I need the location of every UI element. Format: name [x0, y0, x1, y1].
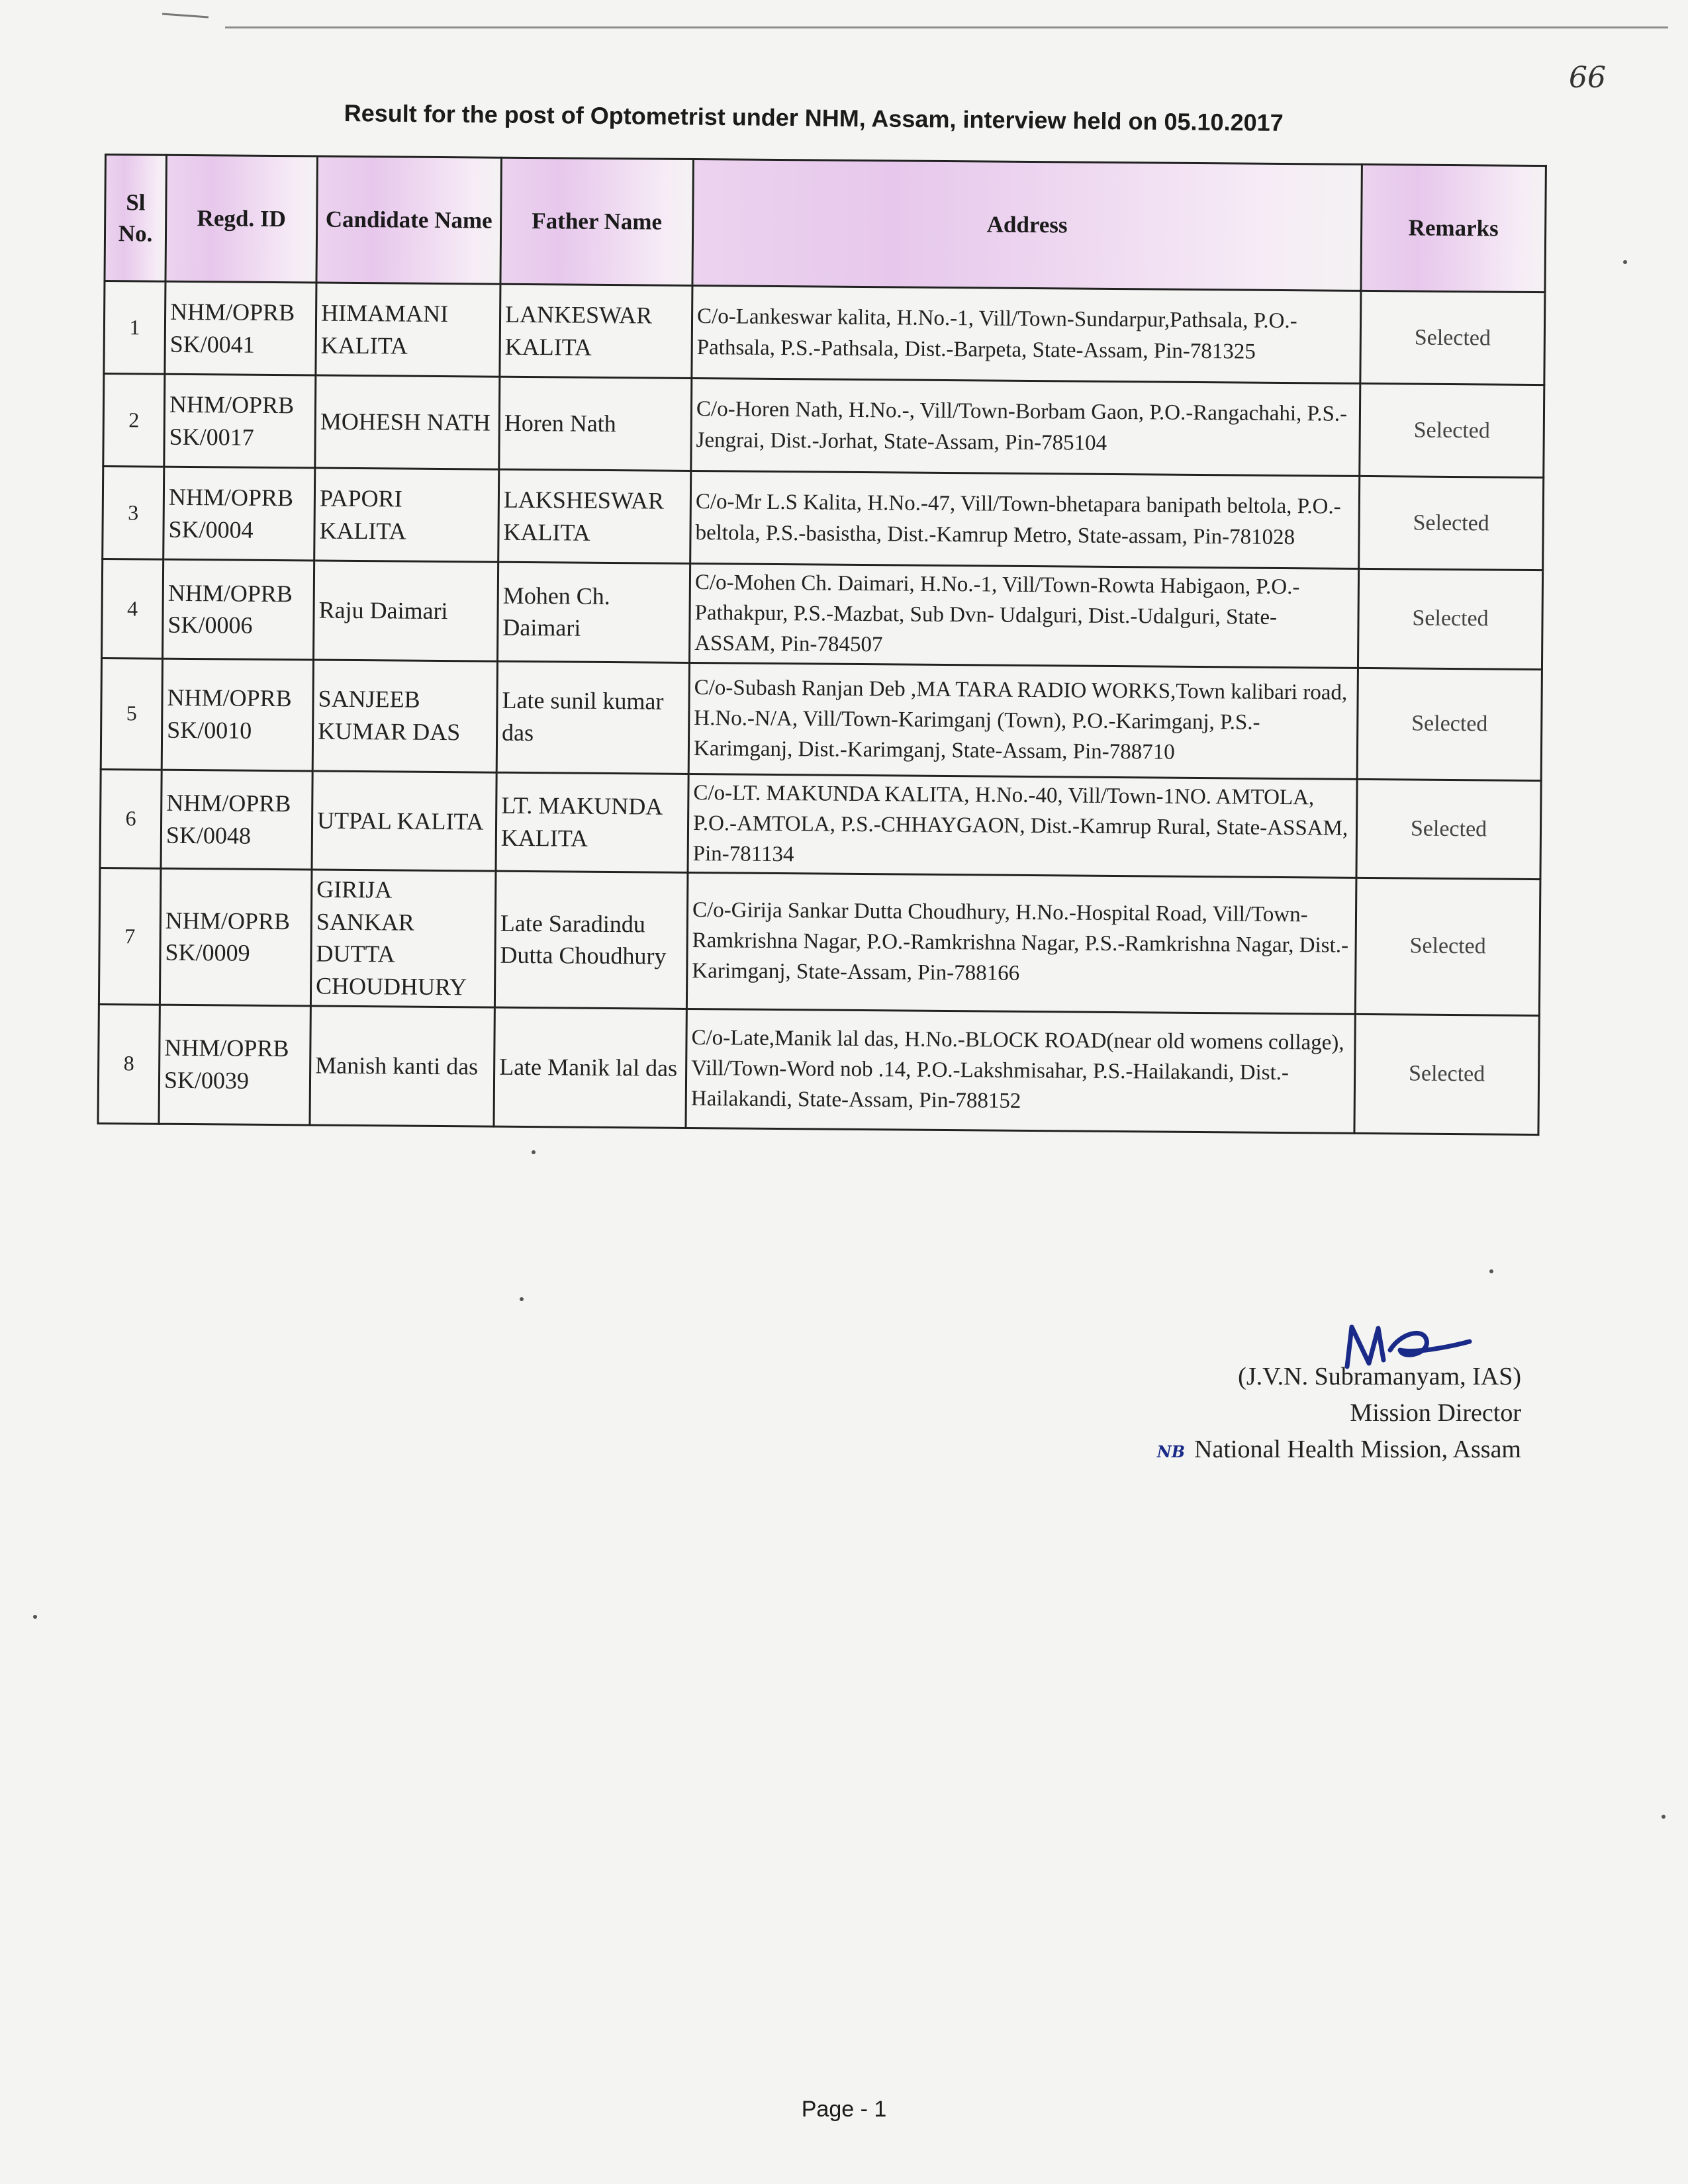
scan-speck [1489, 1269, 1493, 1273]
cell-address: C/o-Late,Manik lal das, H.No.-BLOCK ROAD(near old womens collage), Vill/Town-Word nob .14, P.O.-Lakshmisahar, P.S.-Hailakandi, Dist.-Hailakandi, State-Assam, Pin-788152 [686, 1009, 1355, 1133]
cell-regd-id: NHM/OPRB SK/0004 [164, 467, 315, 561]
signatory-organization-line [1157, 1435, 1521, 1464]
scan-speck [33, 1615, 37, 1619]
cell-regd-id: NHM/OPRB SK/0041 [165, 281, 316, 375]
cell-candidate-name: GIRIJA SANKAR DUTTA CHOUDHURY [310, 870, 496, 1007]
scan-speck [1623, 260, 1627, 264]
cell-father-name: Late sunil kumar das [496, 661, 689, 774]
cell-remarks: Selected [1360, 383, 1544, 477]
cell-father-name: LT. MAKUNDA KALITA [496, 772, 688, 873]
cell-father-name: Late Manik lal das [494, 1007, 686, 1128]
cell-address: C/o-Lankeswar kalita, H.No.-1, Vill/Town-Sundarpur,Pathsala, P.O.-Pathsala, P.S.-Pathsala, Dist.-Barpeta, State-Assam, Pin-781325 [692, 285, 1361, 383]
results-table-wrapper [97, 154, 1544, 1136]
signatory-organization: National Health Mission, Assam [1194, 1435, 1521, 1463]
cell-remarks: Selected [1360, 291, 1545, 385]
header-remarks: Remarks [1361, 164, 1546, 292]
cell-sl-no: 2 [103, 374, 165, 467]
cell-father-name: Late Saradindu Dutta Choudhury [494, 871, 688, 1009]
cell-sl-no: 6 [100, 769, 162, 868]
cell-address: C/o-LT. MAKUNDA KALITA, H.No.-40, Vill/Town-1NO. AMTOLA, P.O.-AMTOLA, P.S.-CHHAYGAON, Dist.-Kamrup Rural, State-ASSAM, Pin-781134 [688, 774, 1357, 878]
handwritten-page-number: 66 [1569, 61, 1606, 95]
document-title: Result for the post of Optometrist under NHM, Assam, interview held on 05.10.2017 [344, 99, 1284, 136]
cell-regd-id: NHM/OPRB SK/0039 [159, 1005, 310, 1125]
cell-regd-id: NHM/OPRB SK/0006 [163, 559, 314, 659]
signatory-name: (J.V.N. Subramanyam, IAS) [1238, 1363, 1521, 1390]
scan-speck [520, 1297, 524, 1301]
cell-remarks: Selected [1355, 878, 1540, 1016]
cell-father-name: Horen Nath [499, 377, 692, 471]
cell-father-name: LANKESWAR KALITA [500, 284, 692, 378]
table-header-row [105, 155, 1546, 293]
cell-remarks: Selected [1358, 569, 1542, 669]
cell-candidate-name: SANJEEB KUMAR DAS [312, 660, 497, 772]
cell-sl-no: 3 [103, 466, 164, 559]
cell-remarks: Selected [1359, 476, 1544, 570]
table-row [101, 658, 1542, 780]
cell-address: C/o-Horen Nath, H.No.-, Vill/Town-Borbam Gaon, P.O.-Rangachahi, P.S.-Jengrai, Dist.-Jorhat, State-Assam, Pin-785104 [691, 378, 1360, 476]
table-row [104, 281, 1545, 385]
signatory-designation: Mission Director [1350, 1399, 1521, 1427]
cell-candidate-name: UTPAL KALITA [312, 771, 496, 872]
table-row [98, 1004, 1539, 1134]
scan-top-rule [225, 26, 1668, 28]
cell-remarks: Selected [1356, 779, 1541, 880]
cell-regd-id: NHM/OPRB SK/0017 [164, 374, 316, 468]
cell-sl-no: 1 [104, 281, 165, 375]
cell-candidate-name: PAPORI KALITA [314, 468, 499, 562]
cell-sl-no: 5 [101, 658, 162, 770]
cell-sl-no: 4 [102, 559, 164, 658]
cell-address: C/o-Mohen Ch. Daimari, H.No.-1, Vill/Town-Rowta Habigaon, P.O.-Pathakpur, P.S.-Mazbat, Sub Dvn- Udalguri, Dist.-Udalguri, State-ASSAM, Pin-784507 [689, 563, 1358, 667]
cell-candidate-name: Manish kanti das [310, 1005, 494, 1126]
cell-sl-no: 8 [98, 1004, 160, 1124]
cell-father-name: LAKSHESWAR KALITA [498, 469, 691, 563]
cell-address: C/o-Girija Sankar Dutta Choudhury, H.No.-Hospital Road, Vill/Town-Ramkrishna Nagar, P.O.-Ramkrishna Nagar, P.S.-Ramkrishna Nagar, Dist.-Karimganj, State-Assam, Pin-788166 [686, 873, 1356, 1014]
cell-remarks: Selected [1357, 668, 1542, 780]
header-candidate-name: Candidate Name [316, 156, 501, 284]
cell-regd-id: NHM/OPRB SK/0048 [161, 770, 312, 870]
header-regd-id: Regd. ID [165, 155, 317, 283]
cell-regd-id: NHM/OPRB SK/0009 [160, 868, 312, 1005]
cell-candidate-name: Raju Daimari [314, 561, 498, 661]
header-sl-no: Sl No. [105, 155, 166, 282]
header-address: Address [692, 159, 1362, 291]
cell-address: C/o-Mr L.S Kalita, H.No.-47, Vill/Town-bhetapara banipath beltola, P.O.-beltola, P.S.-basistha, Dist.-Kamrup Metro, State-assam, Pin-781028 [690, 471, 1360, 569]
scan-speck [1662, 1815, 1665, 1819]
table-row [102, 559, 1543, 669]
table-row [103, 374, 1544, 478]
cell-regd-id: NHM/OPRB SK/0010 [162, 659, 313, 771]
table-row [99, 868, 1540, 1015]
cell-candidate-name: HIMAMANI KALITA [316, 283, 500, 377]
scan-edge-mark [162, 13, 209, 19]
results-table [97, 154, 1546, 1136]
cell-address: C/o-Subash Ranjan Deb ,MA TARA RADIO WORKS,Town kalibari road, H.No.-N/A, Vill/Town-Karimganj (Town), P.O.-Karimganj, P.S.-Karimganj, Dist.-Karimganj, State-Assam, Pin-788710 [688, 662, 1358, 779]
handwritten-initials: NB [1156, 1442, 1186, 1461]
table-row [100, 769, 1541, 880]
cell-candidate-name: MOHESH NATH [315, 375, 500, 469]
cell-father-name: Mohen Ch. Daimari [497, 562, 690, 662]
scan-speck [532, 1150, 536, 1154]
header-father-name: Father Name [500, 158, 693, 285]
cell-sl-no: 7 [99, 868, 161, 1005]
table-row [103, 466, 1544, 570]
cell-remarks: Selected [1354, 1014, 1539, 1134]
page-footer: Page - 1 [801, 2097, 887, 2122]
